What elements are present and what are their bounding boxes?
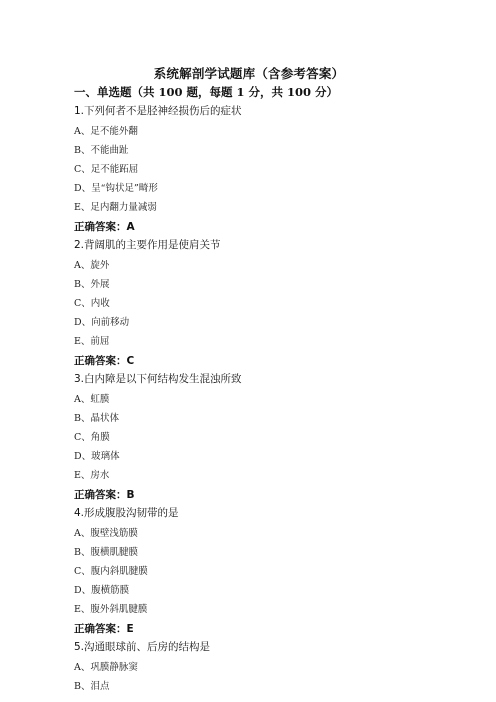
question-text: 4.形成腹股沟韧带的是 (74, 507, 179, 519)
page-title: 系统解剖学试题库（含参考答案） (153, 66, 345, 81)
option-d: D、玻璃体 (74, 451, 120, 462)
question-block-4 (74, 505, 424, 638)
option-d: D、腹横筋膜 (74, 585, 130, 596)
option-c: C、内收 (74, 298, 110, 309)
option-b: B、泪点 (74, 681, 110, 692)
option-e: E、腹外斜肌腱膜 (74, 604, 148, 615)
document-content (74, 66, 424, 696)
option-a: A、旋外 (74, 260, 110, 271)
option-b: B、腹横肌腱膜 (74, 547, 138, 558)
option-c: C、腹内斜肌腱膜 (74, 566, 148, 577)
question-text: 2.背阔肌的主要作用是使肩关节 (74, 239, 221, 251)
option-e: E、前屈 (74, 336, 110, 347)
option-c: C、角膜 (74, 432, 110, 443)
option-c: C、足不能跖屈 (74, 164, 139, 175)
option-a: A、虹膜 (74, 394, 110, 405)
correct-answer: 正确答案：B (74, 489, 135, 501)
option-b: B、晶状体 (74, 413, 119, 424)
question-block-3 (74, 371, 424, 504)
question-block-1 (74, 103, 424, 236)
question-text: 1.下列何者不是胫神经损伤后的症状 (74, 105, 242, 117)
correct-answer: 正确答案：E (74, 623, 134, 635)
option-e: E、足内翻力量减弱 (74, 202, 157, 213)
question-text: 5.沟通眼球前、后房的结构是 (74, 641, 211, 653)
option-d: D、向前移动 (74, 317, 130, 328)
question-text: 3.白内障是以下何结构发生混浊所致 (74, 373, 242, 385)
option-e: E、房水 (74, 470, 110, 481)
question-block-5 (74, 639, 424, 696)
correct-answer: 正确答案：C (74, 355, 135, 367)
section-heading: 一、单选题（共 100 题，每题 1 分，共 100 分） (74, 85, 339, 99)
option-d: D、呈“钩状足”畸形 (74, 183, 158, 194)
correct-answer: 正确答案：A (74, 221, 135, 233)
option-a: A、足不能外翻 (74, 126, 138, 137)
option-a: A、巩膜静脉窦 (74, 662, 138, 673)
option-b: B、不能曲趾 (74, 145, 129, 156)
option-a: A、腹壁浅筋膜 (74, 528, 138, 539)
option-b: B、外展 (74, 279, 110, 290)
question-block-2 (74, 237, 424, 370)
